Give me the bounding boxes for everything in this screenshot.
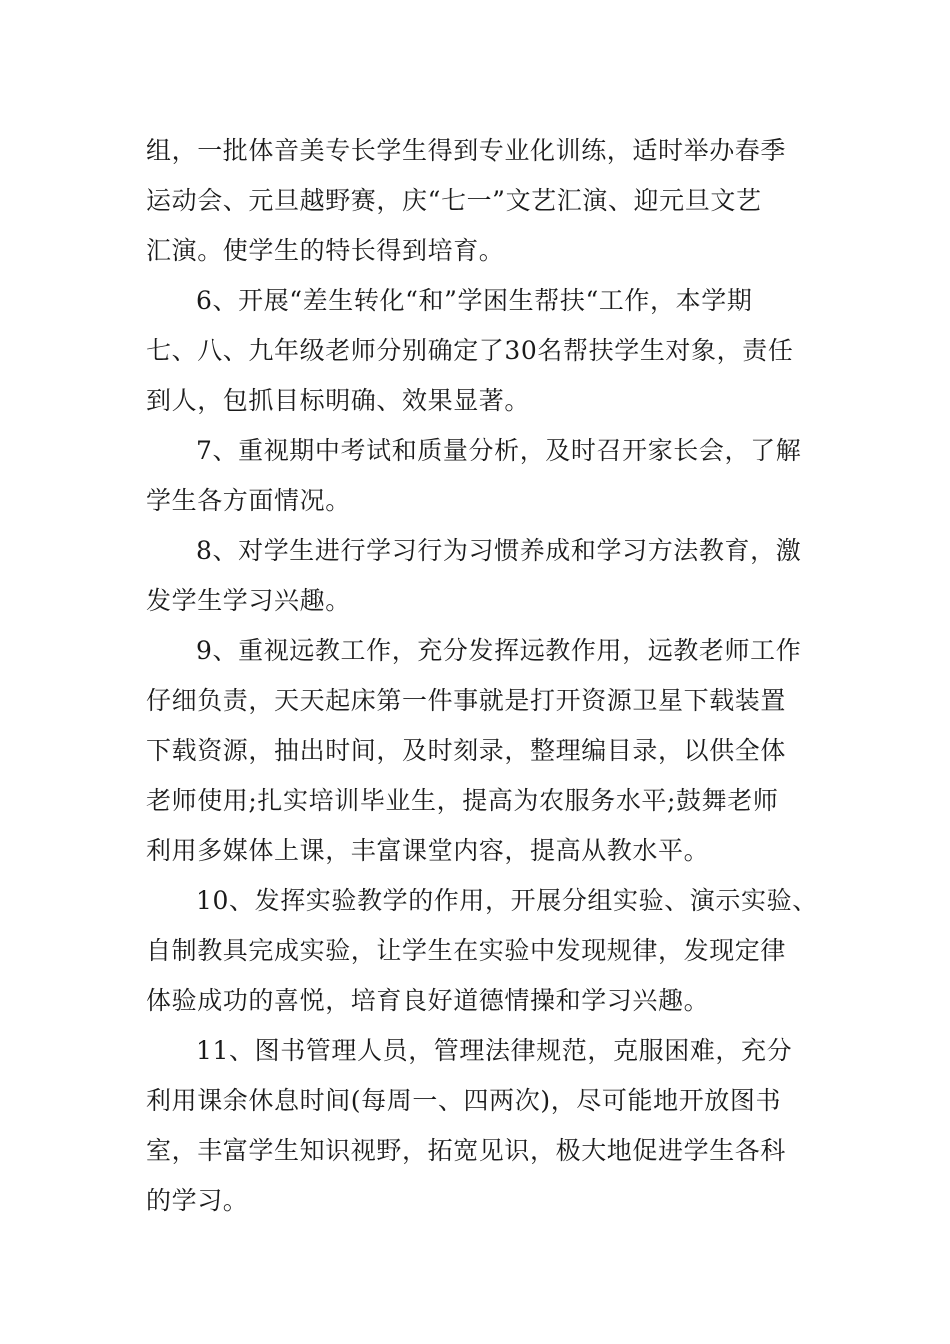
- text-line: 下载资源，抽出时间，及时刻录，整理编目录，以供全体: [146, 736, 787, 765]
- text-line: 仔细负责，天天起床第一件事就是打开资源卫星下载装置: [146, 686, 787, 715]
- text-line: 学生各方面情况。: [146, 486, 351, 515]
- text-line: 到人，包抓目标明确、效果显著。: [146, 386, 531, 415]
- text-line: 体验成功的喜悦，培育良好道德情操和学习兴趣。: [146, 986, 710, 1015]
- text-line: 利用多媒体上课，丰富课堂内容，提高从教水平。: [146, 836, 710, 865]
- text-line: 老师使用;扎实培训毕业生，提高为农服务水平;鼓舞老师: [146, 786, 779, 815]
- paragraph-start-7: 7、重视期中考试和质量分析，及时召开家长会，了解: [196, 436, 802, 465]
- paragraph-start-6: 6、开展“差生转化“和”学困生帮扶“工作，本学期: [196, 286, 753, 315]
- text-line: 的学习。: [146, 1186, 249, 1215]
- paragraph-start-8: 8、对学生进行学习行为习惯养成和学习方法教育，激: [196, 536, 802, 565]
- paragraph-start-9: 9、重视远教工作，充分发挥远教作用，远教老师工作: [196, 636, 802, 665]
- text-line: 七、八、九年级老师分别确定了30名帮扶学生对象，责任: [146, 336, 794, 365]
- paragraph-start-10: 10、发挥实验教学的作用，开展分组实验、演示实验、: [196, 886, 818, 915]
- text-line: 发学生学习兴趣。: [146, 586, 351, 615]
- text-line: 运动会、元旦越野赛，庆“七一”文艺汇演、迎元旦文艺: [146, 186, 762, 215]
- text-line: 自制教具完成实验，让学生在实验中发现规律，发现定律: [146, 936, 787, 965]
- text-line: 室，丰富学生知识视野，拓宽见识，极大地促进学生各科: [146, 1136, 787, 1165]
- text-line: 利用课余休息时间(每周一、四两次)，尽可能地开放图书: [146, 1086, 782, 1115]
- document-body: [146, 126, 826, 1226]
- paragraph-start-11: 11、图书管理人员，管理法律规范，克服困难，充分: [196, 1036, 793, 1065]
- text-line: 组，一批体音美专长学生得到专业化训练，适时举办春季: [146, 136, 787, 165]
- text-line: 汇演。使学生的特长得到培育。: [146, 236, 505, 265]
